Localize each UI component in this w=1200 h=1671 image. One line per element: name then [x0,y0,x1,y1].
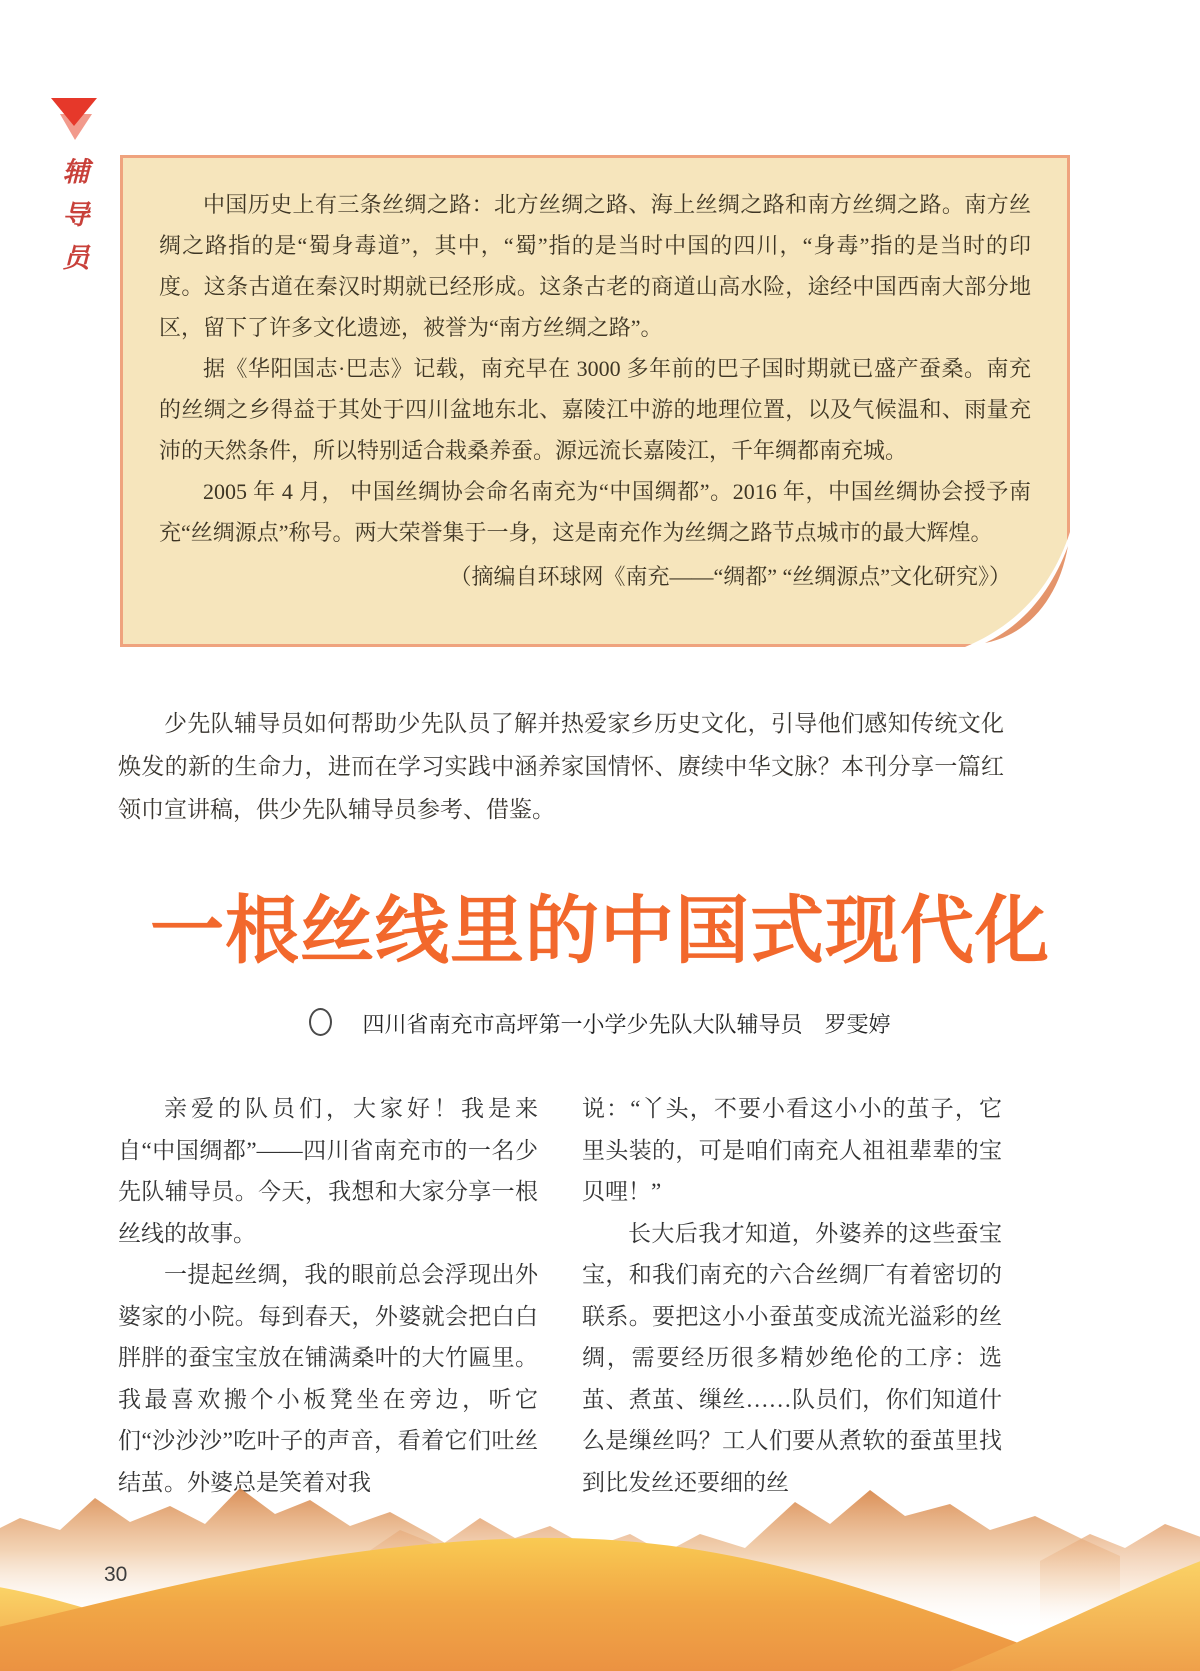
editor-intro: 少先队辅导员如何帮助少先队员了解并热爱家乡历史文化，引导他们感知传统文化焕发的新的生命力，进而在学习实践中涵养家国情怀、赓续中华文脉？本刊分享一篇红领巾宣讲稿，供少先队辅导员参考、借鉴。 [118,711,1004,822]
quote-paragraph-2: 据《华阳国志·巴志》记载，南充早在 3000 多年前的巴子国时期就已盛产蚕桑。南充的丝绸之乡得益于其处于四川盆地东北、嘉陵江中游的地理位置，以及气候温和、雨量充沛的天然条件，所以特别适合栽桑养蚕。源远流长嘉陵江，千年绸都南充城。 [159,356,1031,463]
body-paragraph: 亲爱的队员们，大家好！我是来自“中国绸都”——四川省南充市的一名少先队辅导员。今天，我想和大家分享一根丝线的故事。 [118,1096,538,1246]
mountain-illustration [0,1426,1200,1671]
mountains-icon [0,1426,1200,1671]
masthead [44,96,104,286]
body-paragraph: 一提起丝绸，我的眼前总会浮现出外婆家的小院。每到春天，外婆就会把白白胖胖的蚕宝宝放在铺满桑叶的大竹匾里。我最喜欢搬个小板凳坐在旁边，听它们“沙沙沙”吃叶子的声音，看着它们吐丝结茧。外婆总是笑着对我 [118,1262,538,1495]
quote-citation: （摘编自环球网《南充——“绸都” “丝绸源点”文化研究》） [449,564,1011,589]
quote-paragraph-1: 中国历史上有三条丝绸之路：北方丝绸之路、海上丝绸之路和南方丝绸之路。南方丝绸之路指的是“蜀身毒道”，其中，“蜀”指的是当时中国的四川，“身毒”指的是当时的印度。这条古道在秦汉时期就已经形成。这条古老的商道山高水险，途经中国西南大部分地区，留下了许多文化遗迹，被誉为“南方丝绸之路”。 [159,192,1031,340]
byline-text: 四川省南充市高坪第一小学少先队大队辅导员 罗雯婷 [362,1012,891,1037]
article-title: 一根丝线里的中国式现代化 [150,889,1050,972]
page-curl-icon [965,532,1070,647]
byline [0,1008,1200,1039]
page-number: 30 [104,1563,128,1586]
red-triangle-logo-icon [45,96,103,142]
masthead-vertical-title: 辅导员 [58,157,89,286]
body-paragraph: 长大后我才知道，外婆养的这些蚕宝宝，和我们南充的六合丝绸厂有着密切的联系。要把这小小蚕茧变成流光溢彩的丝绸，需要经历很多精妙绝伦的工序：选茧、煮茧、缫丝……队员们，你们知道什么是缫丝吗？工人们要从煮软的蚕茧里找到比发丝还要细的丝 [582,1220,1002,1495]
quote-box [120,155,1070,647]
byline-circle-icon [309,1008,332,1036]
body-paragraph: 说：“丫头，不要小看这小小的茧子，它里头装的，可是咱们南充人祖祖辈辈的宝贝哩！” [582,1096,1002,1204]
quote-paragraph-3: 2005 年 4 月， 中国丝绸协会命名南充为“中国绸都”。2016 年，中国丝绸协会授予南充“丝绸源点”称号。两大荣誉集于一身，这是南充作为丝绸之路节点城市的最大辉煌。 [159,479,1031,545]
